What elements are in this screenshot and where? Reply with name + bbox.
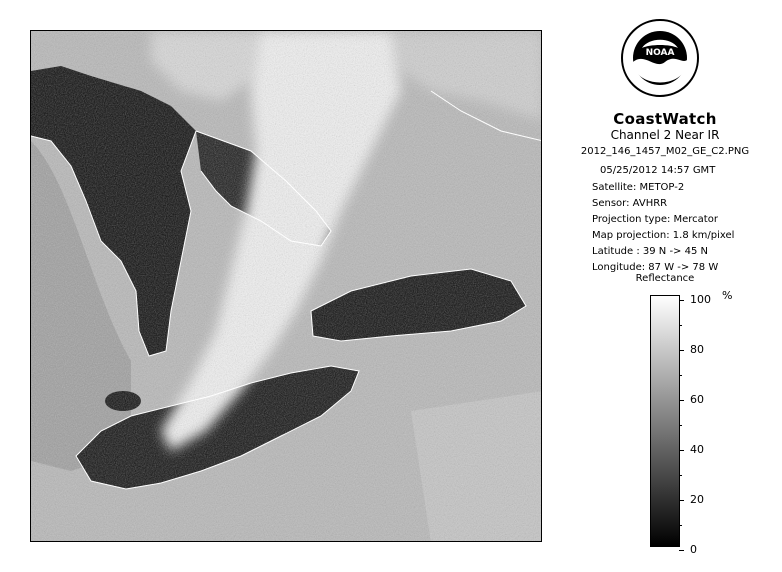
scale-tick-label: 0 <box>690 543 697 556</box>
map-projection-text: Map projection: 1.8 km/pixel <box>592 230 735 241</box>
latitude-text: Latitude : 39 N -> 45 N <box>592 246 708 257</box>
product-title: CoastWatch <box>613 110 717 128</box>
scale-minor-tick <box>679 375 682 376</box>
satellite-text: Satellite: METOP-2 <box>592 182 685 193</box>
scale-tick-label: 20 <box>690 493 704 506</box>
scale-minor-tick <box>679 525 682 526</box>
scale-tick-label: 40 <box>690 443 704 456</box>
scale-minor-tick <box>679 475 682 476</box>
logo-text: NOAA <box>645 48 675 58</box>
datetime-text: 05/25/2012 14:57 GMT <box>600 165 716 176</box>
map-canvas <box>31 31 542 542</box>
scale-tick <box>679 350 684 351</box>
image-grain <box>31 31 542 542</box>
scale-tick <box>679 450 684 451</box>
scale-tick-label: 60 <box>690 393 704 406</box>
scale-tick <box>679 550 684 551</box>
projection-type-text: Projection type: Mercator <box>592 214 718 225</box>
reflectance-scale-bar <box>650 295 680 547</box>
scale-minor-tick <box>679 425 682 426</box>
channel-subtitle: Channel 2 Near IR <box>610 128 720 142</box>
sensor-text: Sensor: AVHRR <box>592 198 668 209</box>
noaa-logo <box>620 18 700 98</box>
scale-title: Reflectance <box>635 273 695 284</box>
scale-tick-label: 80 <box>690 343 704 356</box>
scale-tick <box>679 400 684 401</box>
scale-tick-label: 100 <box>690 293 711 306</box>
image-filename: 2012_146_1457_M02_GE_C2.PNG <box>580 146 750 157</box>
scale-minor-tick <box>679 325 682 326</box>
scale-tick <box>679 500 684 501</box>
scale-tick <box>679 300 684 301</box>
satellite-map <box>30 30 542 542</box>
longitude-text: Longitude: 87 W -> 78 W <box>592 262 719 273</box>
scale-unit: % <box>722 289 733 302</box>
